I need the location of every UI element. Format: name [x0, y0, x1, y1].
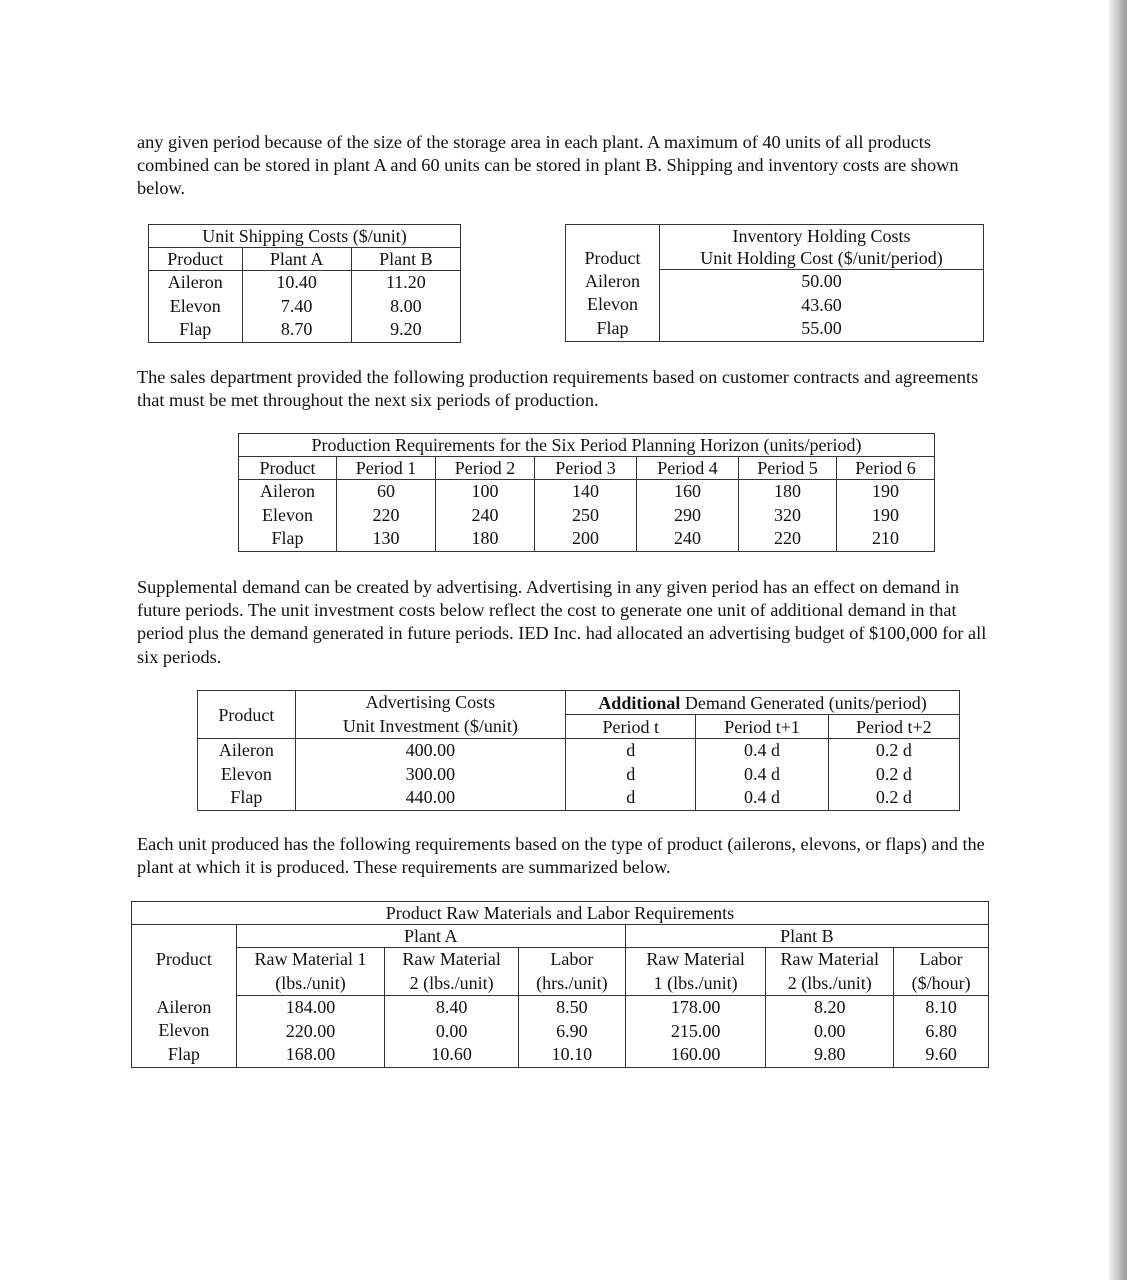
advertising-period-header: Period t+2	[828, 715, 959, 739]
materials-col-values	[625, 996, 766, 1068]
materials-plant-b: Plant B	[625, 925, 988, 948]
advertising-demand: d	[626, 763, 636, 784]
production-cell: Elevon	[262, 504, 313, 525]
materials-col-header-line: Labor	[919, 949, 963, 969]
shipping-value: 8.00	[390, 295, 422, 316]
materials-col-header	[385, 948, 519, 996]
production-requirements-table	[238, 433, 935, 552]
advertising-period-header: Period t	[566, 715, 696, 739]
inventory-header-product: Product	[566, 247, 660, 270]
production-cell: 180	[774, 481, 801, 501]
shipping-value: 8.70	[280, 319, 313, 339]
production-header: Product	[239, 457, 337, 480]
production-cell: 180	[471, 528, 499, 548]
materials-value: 184.00	[285, 997, 336, 1017]
inventory-value: 55.00	[801, 318, 842, 338]
materials-value: 6.90	[556, 1020, 588, 1041]
materials-col-values	[766, 996, 894, 1068]
inventory-product: Flap	[596, 317, 629, 338]
shipping-header-product: Product	[149, 248, 243, 271]
shipping-header-plant-a: Plant A	[242, 248, 351, 271]
production-cell: Flap	[271, 528, 304, 548]
production-header: Period 3	[535, 457, 637, 480]
paragraph-requirements: Each unit produced has the following requirements based on the type of product (ailerons, elevons, or flaps) and the plant at which it is produced. These requirements are summarized below.	[137, 834, 985, 878]
materials-value: 10.10	[551, 1044, 593, 1064]
materials-col-header-line: (lbs./unit)	[275, 972, 346, 993]
production-cell: 250	[572, 504, 599, 525]
advertising-product: Flap	[230, 787, 263, 807]
advertising-demand: 0.4 d	[744, 740, 781, 760]
materials-col-header-line: Raw Material	[780, 949, 880, 969]
materials-value: 220.00	[285, 1020, 336, 1041]
materials-plant-a: Plant A	[236, 925, 625, 948]
advertising-costs	[295, 739, 565, 811]
advertising-demand: d	[626, 740, 636, 760]
materials-value: 8.40	[435, 997, 468, 1017]
materials-value: 6.80	[925, 1020, 957, 1041]
advertising-demand: 0.2 d	[875, 763, 912, 784]
materials-blank-cell	[132, 925, 237, 948]
production-cell: 290	[674, 504, 701, 525]
shipping-value: 11.20	[385, 272, 426, 292]
shipping-product: Aileron	[167, 272, 223, 292]
production-header: Period 1	[337, 457, 436, 480]
materials-value: 168.00	[285, 1044, 336, 1064]
materials-col-header	[766, 948, 894, 996]
inventory-value: 43.60	[801, 294, 842, 315]
additional-demand-title	[566, 691, 960, 715]
production-cell: 320	[774, 504, 801, 525]
shipping-plant-b-values	[351, 271, 460, 343]
production-cell: 100	[471, 481, 499, 501]
production-col-product	[239, 480, 337, 552]
materials-header-product: Product	[132, 948, 237, 996]
materials-value: 10.60	[431, 1044, 472, 1064]
production-cell: 200	[572, 528, 599, 548]
production-header: Period 4	[637, 457, 739, 480]
materials-col-header-line: ($/hour)	[911, 972, 971, 993]
inventory-title: Inventory Holding Costs	[660, 225, 984, 248]
materials-col-values	[894, 996, 989, 1068]
advertising-period-header: Period t+1	[696, 715, 828, 739]
advertising-demand: 0.4 d	[744, 763, 781, 784]
materials-col-header	[894, 948, 989, 996]
inventory-value: 50.00	[801, 271, 842, 291]
materials-col-header-line: (hrs./unit)	[536, 972, 608, 993]
materials-col-header-line: 2 (lbs./unit)	[787, 972, 872, 993]
materials-product: Flap	[167, 1043, 200, 1064]
materials-value: 0.00	[814, 1020, 846, 1041]
shipping-product: Flap	[179, 319, 212, 339]
advertising-header-product: Product	[198, 691, 296, 739]
inventory-product: Elevon	[587, 294, 638, 315]
shipping-products	[149, 271, 243, 343]
materials-col-header-line: Raw Material 1	[254, 949, 367, 969]
production-cell: Aileron	[260, 481, 315, 501]
shipping-value: 10.40	[276, 272, 317, 292]
advertising-product: Aileron	[218, 740, 274, 760]
production-cell: 220	[774, 528, 801, 548]
paragraph-advertising: Supplemental demand can be created by advertising. Advertising in any given period has an effect on demand in future periods. The unit investment costs below reflect the cost to generate one unit of additional demand in that period plus the demand generated in future periods. IED Inc. had allocated an advertising budget of $100,000 for all six periods.	[137, 577, 987, 667]
production-cell: 190	[872, 481, 899, 501]
materials-value: 215.00	[670, 1020, 721, 1041]
materials-products	[132, 996, 237, 1068]
production-cell: 240	[674, 528, 701, 548]
production-col-period-4	[637, 480, 739, 552]
production-cell: 210	[872, 528, 899, 548]
production-header: Period 5	[739, 457, 837, 480]
materials-value: 9.80	[814, 1044, 846, 1064]
additional-demand-rest: Demand Generated (units/period)	[680, 692, 927, 713]
materials-value: 160.00	[670, 1044, 721, 1064]
materials-col-header	[236, 948, 385, 996]
production-header: Period 6	[837, 457, 935, 480]
inventory-values	[660, 270, 984, 342]
production-cell: 60	[377, 481, 395, 501]
advertising-cost-subtitle: Unit Investment ($/unit)	[342, 715, 518, 736]
materials-col-values	[385, 996, 519, 1068]
materials-value: 8.20	[814, 997, 846, 1017]
materials-col-header-line: 1 (lbs./unit)	[653, 972, 738, 993]
inventory-product: Aileron	[585, 270, 640, 291]
materials-product: Elevon	[158, 1020, 210, 1041]
advertising-cost: 300.00	[405, 763, 456, 784]
advertising-cost-title: Advertising Costs	[365, 692, 496, 712]
materials-value: 8.10	[925, 997, 957, 1017]
inventory-blank-cell	[566, 225, 660, 248]
advertising-demand: 0.4 d	[744, 787, 781, 807]
production-col-period-3	[535, 480, 637, 552]
production-title: Production Requirements for the Six Period Planning Horizon (units/period)	[239, 434, 935, 457]
materials-col-values	[236, 996, 385, 1068]
shipping-costs-table	[148, 224, 461, 343]
advertising-demand: 0.2 d	[875, 740, 912, 760]
advertising-demand: d	[626, 787, 636, 807]
materials-col-header	[519, 948, 626, 996]
shipping-plant-a-values	[242, 271, 351, 343]
inventory-header-cost: Unit Holding Cost ($/unit/period)	[660, 247, 984, 270]
production-header: Period 2	[436, 457, 535, 480]
production-col-period-6	[837, 480, 935, 552]
shipping-value: 9.20	[390, 319, 422, 339]
advertising-period-t2	[828, 739, 959, 811]
shipping-title: Unit Shipping Costs ($/unit)	[149, 225, 461, 248]
production-col-period-5	[739, 480, 837, 552]
shipping-header-plant-b: Plant B	[351, 248, 460, 271]
paragraph-sales: The sales department provided the following production requirements based on customer contracts and agreements that must be met throughout the next six periods of production.	[137, 367, 979, 411]
advertising-period-t1	[696, 739, 828, 811]
advertising-cost: 440.00	[405, 787, 456, 807]
materials-product: Aileron	[156, 996, 212, 1017]
materials-col-header-line: Raw Material	[402, 949, 501, 969]
inventory-costs-table	[565, 224, 984, 342]
advertising-cost-header	[295, 691, 565, 739]
materials-value: 0.00	[435, 1020, 468, 1041]
production-cell: 240	[471, 504, 499, 525]
materials-col-header-line: 2 (lbs./unit)	[409, 972, 494, 993]
production-cell: 220	[372, 504, 400, 525]
materials-value: 178.00	[670, 997, 721, 1017]
production-cell: 140	[572, 481, 599, 501]
advertising-period-t	[566, 739, 696, 811]
advertising-cost: 400.00	[405, 740, 456, 760]
advertising-demand: 0.2 d	[875, 787, 912, 807]
advertising-table	[197, 690, 960, 811]
materials-col-header	[625, 948, 766, 996]
materials-col-header-line: Raw Material	[646, 949, 745, 969]
production-cell: 190	[872, 504, 899, 525]
production-cell: 130	[372, 528, 400, 548]
page-edge-shadow	[1109, 0, 1127, 1280]
production-cell: 160	[674, 481, 701, 501]
raw-materials-labor-table	[131, 901, 989, 1068]
production-col-period-2	[436, 480, 535, 552]
materials-col-values	[519, 996, 626, 1068]
paragraph-storage: any given period because of the size of the storage area in each plant. A maximum of 40 units of all products combined can be stored in plant A and 60 units can be stored in plant B. Shipping and inventory costs are shown below.	[137, 132, 959, 199]
materials-col-header-line: Labor	[550, 949, 594, 969]
shipping-product: Elevon	[169, 295, 221, 316]
advertising-products	[198, 739, 296, 811]
materials-title: Product Raw Materials and Labor Requirements	[132, 902, 989, 925]
production-col-period-1	[337, 480, 436, 552]
additional-demand-bold: Additional	[598, 692, 681, 713]
materials-value: 9.60	[925, 1044, 957, 1064]
shipping-value: 7.40	[280, 295, 313, 316]
inventory-products	[566, 270, 660, 342]
materials-value: 8.50	[556, 997, 588, 1017]
advertising-product: Elevon	[220, 763, 272, 784]
